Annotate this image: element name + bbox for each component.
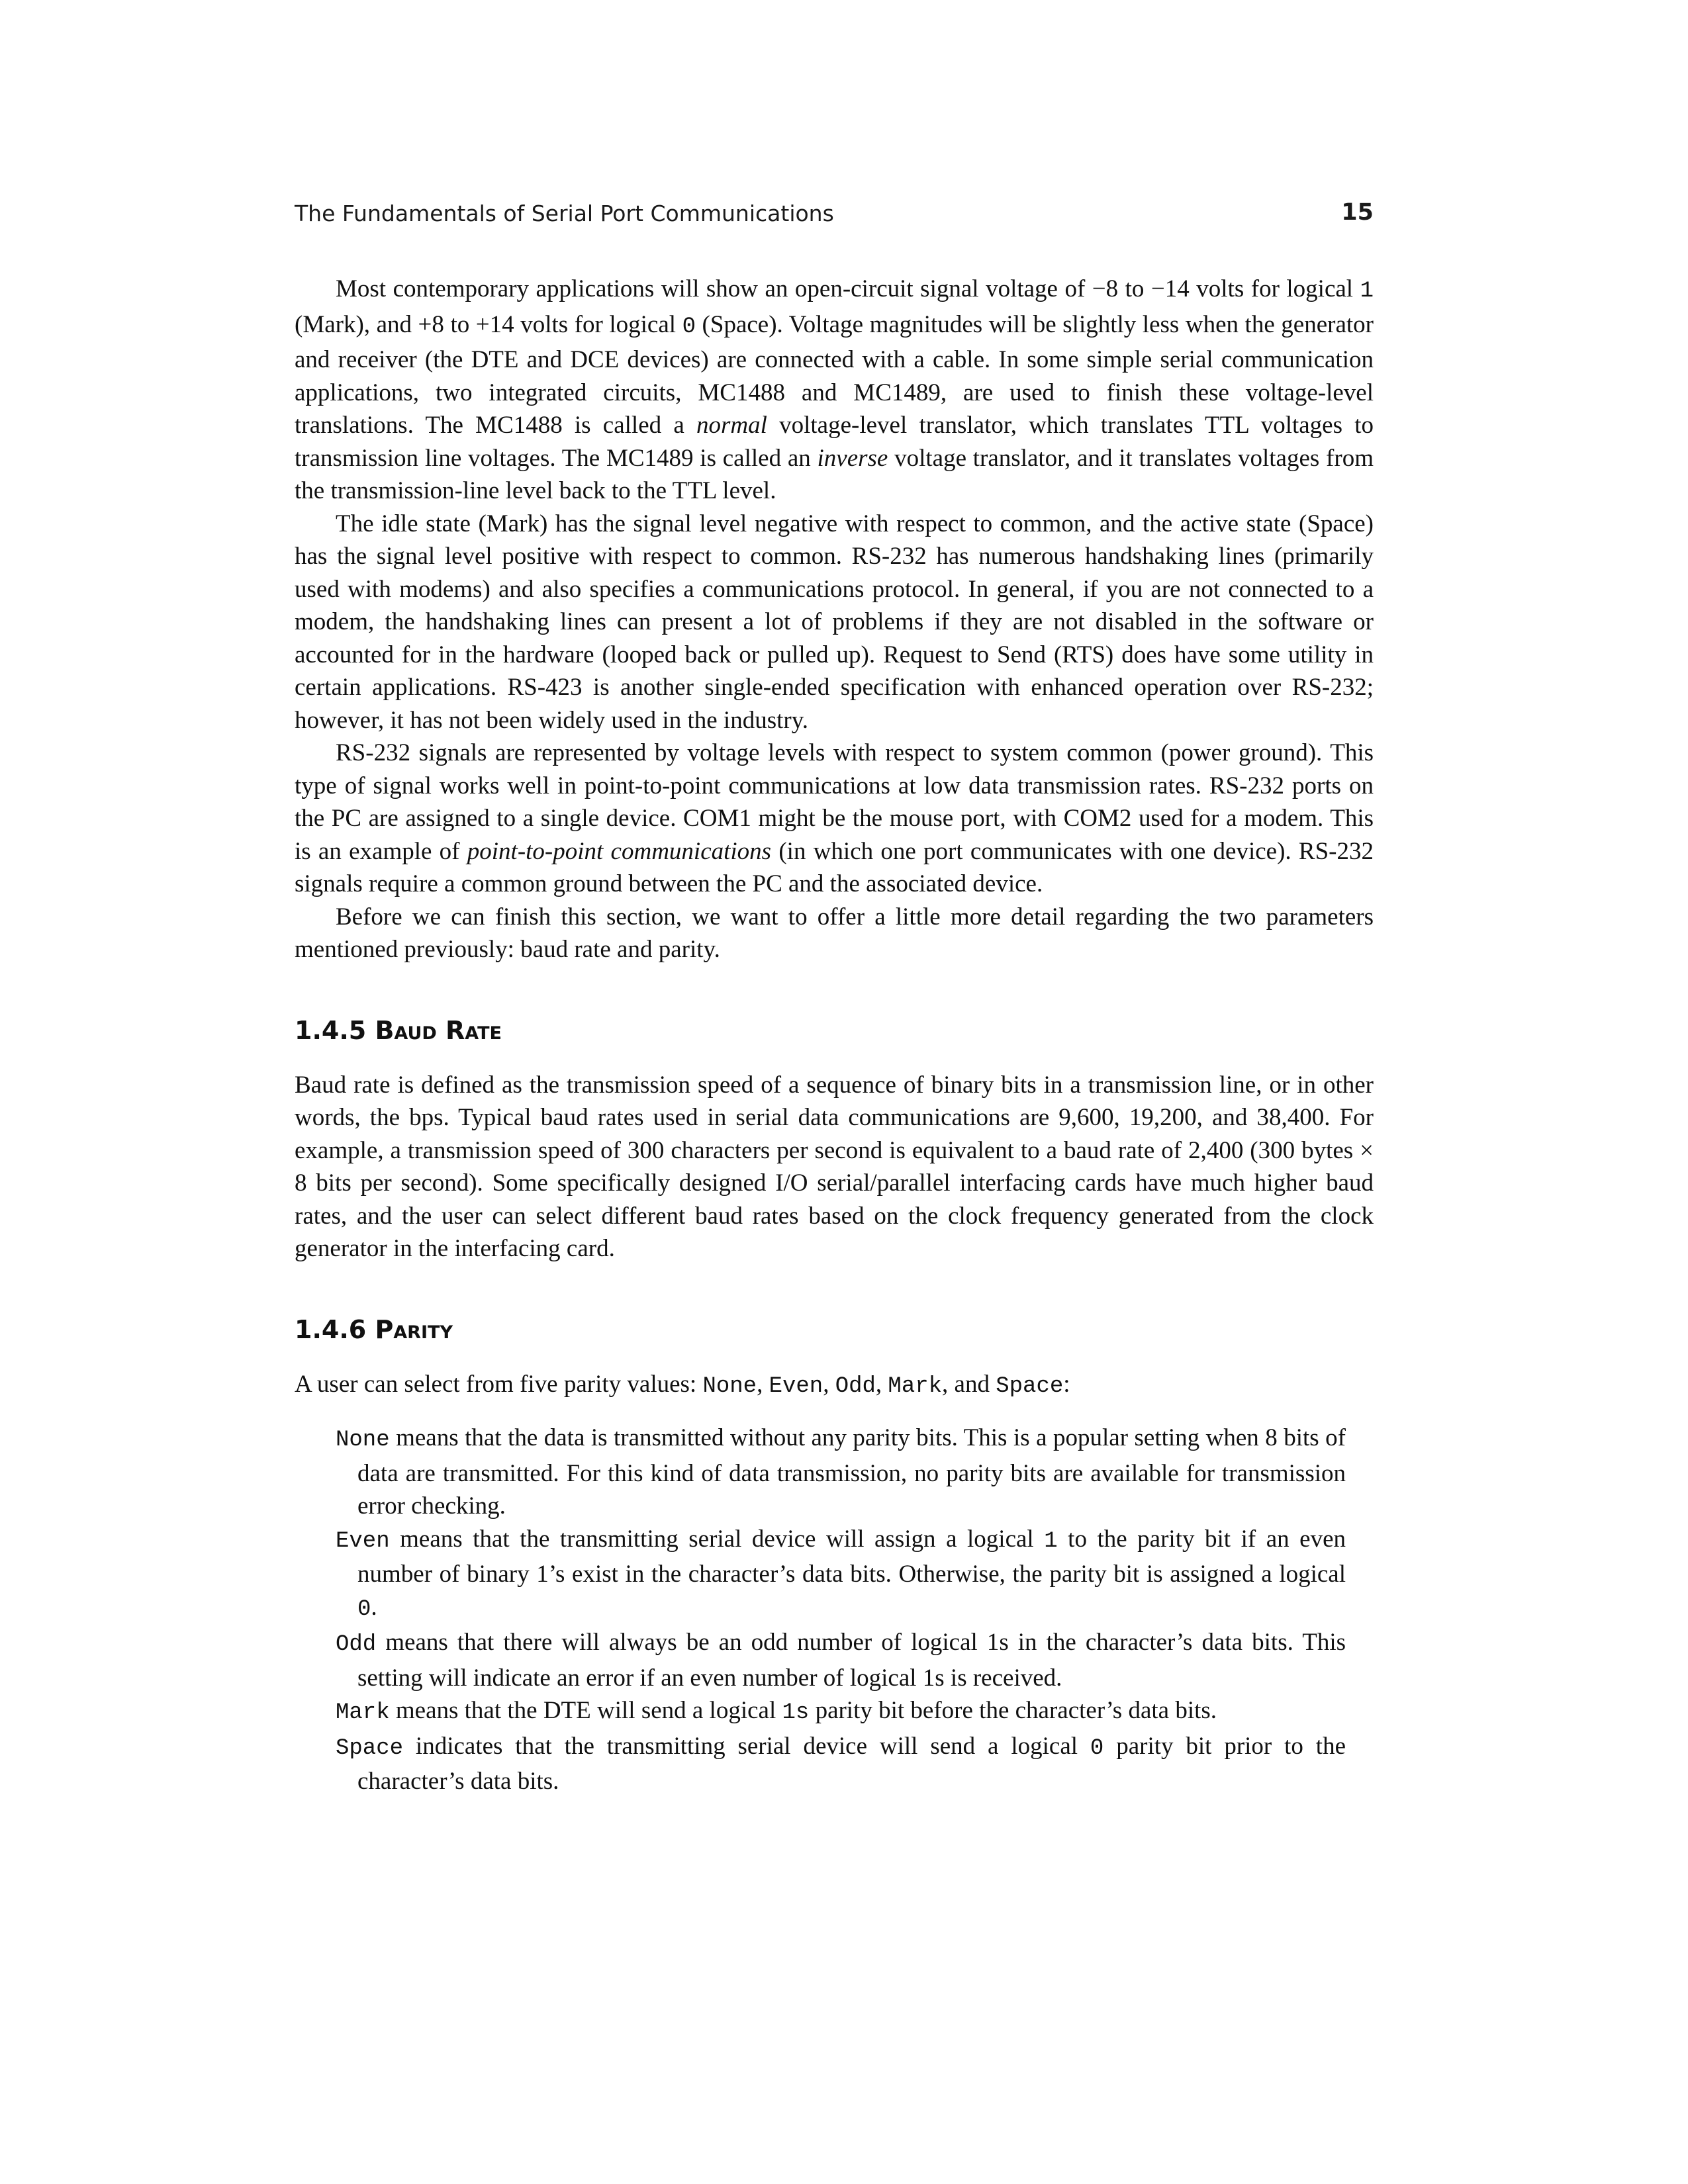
definition-term: Mark [336,1700,390,1725]
running-header [295,195,1374,235]
section-number: 1.4.5 [295,1015,367,1045]
section-title: Baud Rate [375,1015,502,1045]
definition-term: Odd [336,1632,377,1657]
emphasis-inverse: inverse [817,444,888,472]
section-title: Parity [375,1314,453,1344]
definition-odd: Odd means that there will always be an odd number of logical 1s in the character’s data bits. This setting will indicate an error if an even number of logical 1s is received. [336,1629,1346,1692]
page-number: 15 [1341,199,1374,226]
paragraph-voltage-levels: Most contemporary applications will show an open-circuit signal voltage of −8 to −14 volts for logical 1 (Mark), and +8 to +14 volts for logical 0 (Space). Voltage magnitudes will be slightly less when the generator and receiver (the DTE and DCE devices) are connected with a cable. In some simple serial communication applications, two integrated circuits, MC1488 and MC1489, are used to finish these voltage-level translations. The MC1488 is called a normal voltage-level translator, which translates TTL voltages to transmission line voltages. The MC1489 is called an inverse voltage translator, and it translates voltages from the transmission-line level back to the TTL level. [295,275,1374,504]
definition-space: Space indicates that the transmitting serial device will send a logical 0 parity bit prior to the character’s data bits. [336,1732,1346,1795]
emphasis-point-to-point: point-to-point communications [467,837,772,865]
parity-definition-list [336,1422,1346,1798]
definition-term: None [336,1428,390,1453]
running-title: The Fundamentals of Serial Port Communications [295,201,834,226]
code-mark: Mark [888,1373,943,1399]
code-logical-zero: 0 [682,314,696,340]
definition-term: Even [336,1528,390,1554]
document-page [295,195,1374,1798]
code-none: None [702,1373,757,1399]
paragraph-baud-rate: Baud rate is defined as the transmission speed of a sequence of binary bits in a transmission line, or in other words, the bps. Typical baud rates used in serial data communications are 9,600, 19,200, and 38,400. For example, a transmission speed of 300 characters per second is equivalent to a baud rate of 2,400 (300 bytes × 8 bits per second). Some specifically designed I/O serial/parallel interfacing cards have much higher baud rates, and the user can select different baud rates based on the clock frequency generated from the clock generator in the interfacing card. [295,1071,1374,1262]
definition-none: None means that the data is transmitted without any parity bits. This is a popular setting when 8 bits of data are transmitted. For this kind of data transmission, no parity bits are available for transmission error checking. [336,1424,1346,1520]
code-odd: Odd [835,1373,876,1399]
emphasis-normal: normal [696,412,767,439]
code-space: Space [996,1373,1064,1399]
section-number: 1.4.6 [295,1314,367,1344]
definition-term: Space [336,1735,404,1761]
paragraph-rs232-signals: RS-232 signals are represented by voltage levels with respect to system common (power ground). This type of signal works well in point-to-point communications at low data transmission rates. RS-232 ports on the PC are assigned to a single device. COM1 might be the mouse port, with COM2 used for a modem. This is an example of point-to-point communications (in which one port communicates with one device). RS-232 signals require a common ground between the PC and the associated device. [295,739,1374,897]
paragraph-parity-intro: A user can select from five parity values: None, Even, Odd, Mark, and Space: [295,1370,1070,1399]
code-logical-one: 1 [1360,279,1374,304]
definition-even: Even means that the transmitting serial device will assign a logical 1 to the parity bit if an even number of binary 1’s exist in the character’s data bits. Otherwise, the parity bit is assigned a logical 0. [336,1525,1346,1622]
section-heading-baud-rate [295,1016,1374,1045]
definition-mark: Mark means that the DTE will send a logical 1s parity bit before the character’s data bits. [336,1697,1217,1725]
paragraph-idle-state: The idle state (Mark) has the signal level negative with respect to common, and the active state (Space) has the signal level positive with respect to common. RS-232 has numerous handshaking lines (primarily used with modems) and also specifies a communications protocol. In general, if you are not connected to a modem, the handshaking lines can present a lot of problems if they are not disabled in the software or accounted for in the hardware (looped back or pulled up). Request to Send (RTS) does have some utility in certain applications. RS-423 is another single-ended specification with enhanced operation over RS-232; however, it has not been widely used in the industry. [295,510,1374,734]
section-heading-parity [295,1315,1374,1344]
code-even: Even [769,1373,823,1399]
paragraph-section-lead: Before we can finish this section, we want to offer a little more detail regarding the two parameters mentioned previously: baud rate and parity. [295,903,1374,963]
